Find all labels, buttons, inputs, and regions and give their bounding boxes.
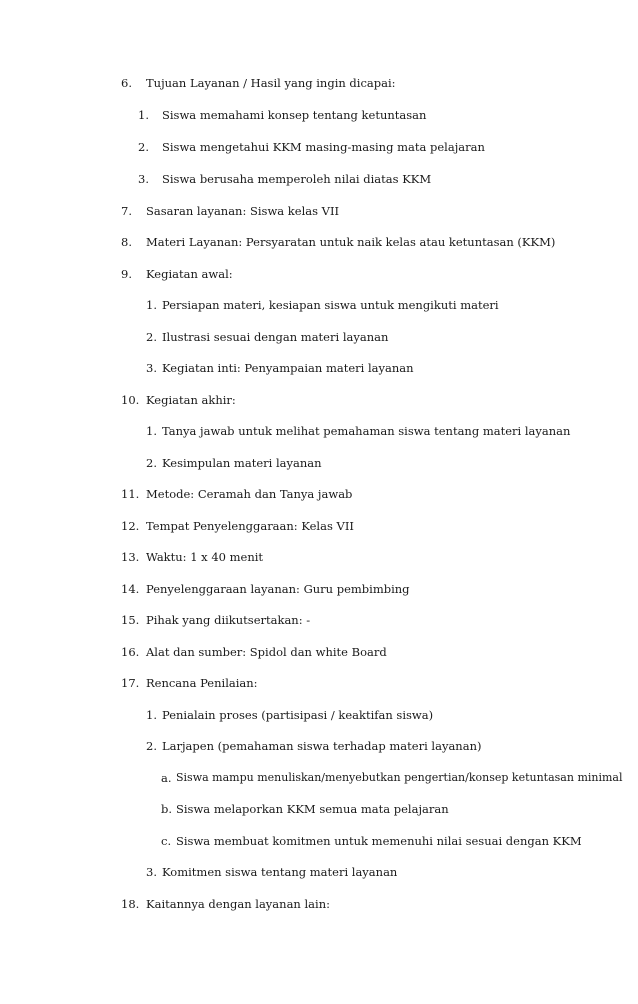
subitem-text: Komitmen siswa tentang materi layanan: [162, 865, 398, 879]
subitem-number: 3.: [146, 361, 157, 375]
item-text: Penyelenggaraan layanan: Guru pembimbing: [146, 582, 410, 596]
subitem-text: Kesimpulan materi layanan: [162, 456, 322, 470]
item-text: Metode: Ceramah dan Tanya jawab: [146, 487, 353, 501]
item-text: Sasaran layanan: Siswa kelas VII: [146, 204, 340, 218]
item-text: Kegiatan akhir:: [146, 393, 236, 407]
item-number: 6.: [121, 76, 132, 90]
item-text: Kaitannya dengan layanan lain:: [146, 897, 330, 911]
subitem-number: 2.: [146, 456, 157, 470]
subsubitem-letter: a.: [161, 771, 172, 785]
subsubitem-text: Siswa mampu menuliskan/menyebutkan pengertian/konsep ketuntasan minimal: [176, 771, 623, 784]
item-number: 12.: [121, 519, 140, 533]
item-number: 11.: [121, 487, 140, 501]
subitem-number: 1.: [146, 708, 157, 722]
item-text: Rencana Penilaian:: [146, 676, 258, 690]
subitem-number: 1.: [138, 108, 149, 122]
subitem-text: Kegiatan inti: Penyampaian materi layanan: [162, 361, 414, 375]
item-number: 14.: [121, 582, 140, 596]
subsubitem-letter: c.: [161, 834, 172, 848]
item-text: Kegiatan awal:: [146, 267, 233, 281]
item-number: 16.: [121, 645, 140, 659]
subitem-text: Persiapan materi, kesiapan siswa untuk mengikuti materi: [162, 298, 499, 312]
item-number: 18.: [121, 897, 140, 911]
subsubitem-text: Siswa membuat komitmen untuk memenuhi nilai sesuai dengan KKM: [176, 834, 582, 848]
item-number: 17.: [121, 676, 140, 690]
subitem-text: Tanya jawab untuk melihat pemahaman siswa tentang materi layanan: [162, 424, 571, 438]
item-text: Tempat Penyelenggaraan: Kelas VII: [146, 519, 354, 533]
item-number: 7.: [121, 204, 132, 218]
item-text: Tujuan Layanan / Hasil yang ingin dicapai:: [146, 76, 396, 90]
item-text: Waktu: 1 x 40 menit: [146, 550, 264, 564]
subitem-number: 3.: [138, 172, 149, 186]
subitem-number: 2.: [146, 739, 157, 753]
subitem-text: Penialain proses (partisipasi / keaktifan siswa): [162, 708, 434, 722]
subitem-text: Siswa memahami konsep tentang ketuntasan: [162, 108, 427, 122]
item-number: 8.: [121, 235, 132, 249]
item-text: Pihak yang diikutsertakan: -: [146, 613, 311, 627]
item-number: 9.: [121, 267, 132, 281]
item-text: Alat dan sumber: Spidol dan white Board: [146, 645, 387, 659]
subitem-number: 3.: [146, 865, 157, 879]
subitem-text: Ilustrasi sesuai dengan materi layanan: [162, 330, 389, 344]
item-number: 10.: [121, 393, 140, 407]
subitem-text: Siswa mengetahui KKM masing-masing mata pelajaran: [162, 140, 485, 154]
subitem-number: 2.: [138, 140, 149, 154]
subitem-number: 2.: [146, 330, 157, 344]
subitem-number: 1.: [146, 298, 157, 312]
subsubitem-text: Siswa melaporkan KKM semua mata pelajaran: [176, 802, 449, 816]
subsubitem-letter: b.: [161, 802, 173, 816]
item-number: 15.: [121, 613, 140, 627]
item-text: Materi Layanan: Persyaratan untuk naik kelas atau ketuntasan (KKM): [146, 235, 556, 249]
subitem-text: Siswa berusaha memperoleh nilai diatas KKM: [162, 172, 432, 186]
subitem-text: Larjapen (pemahaman siswa terhadap materi layanan): [162, 739, 482, 753]
subitem-number: 1.: [146, 424, 157, 438]
item-number: 13.: [121, 550, 140, 564]
